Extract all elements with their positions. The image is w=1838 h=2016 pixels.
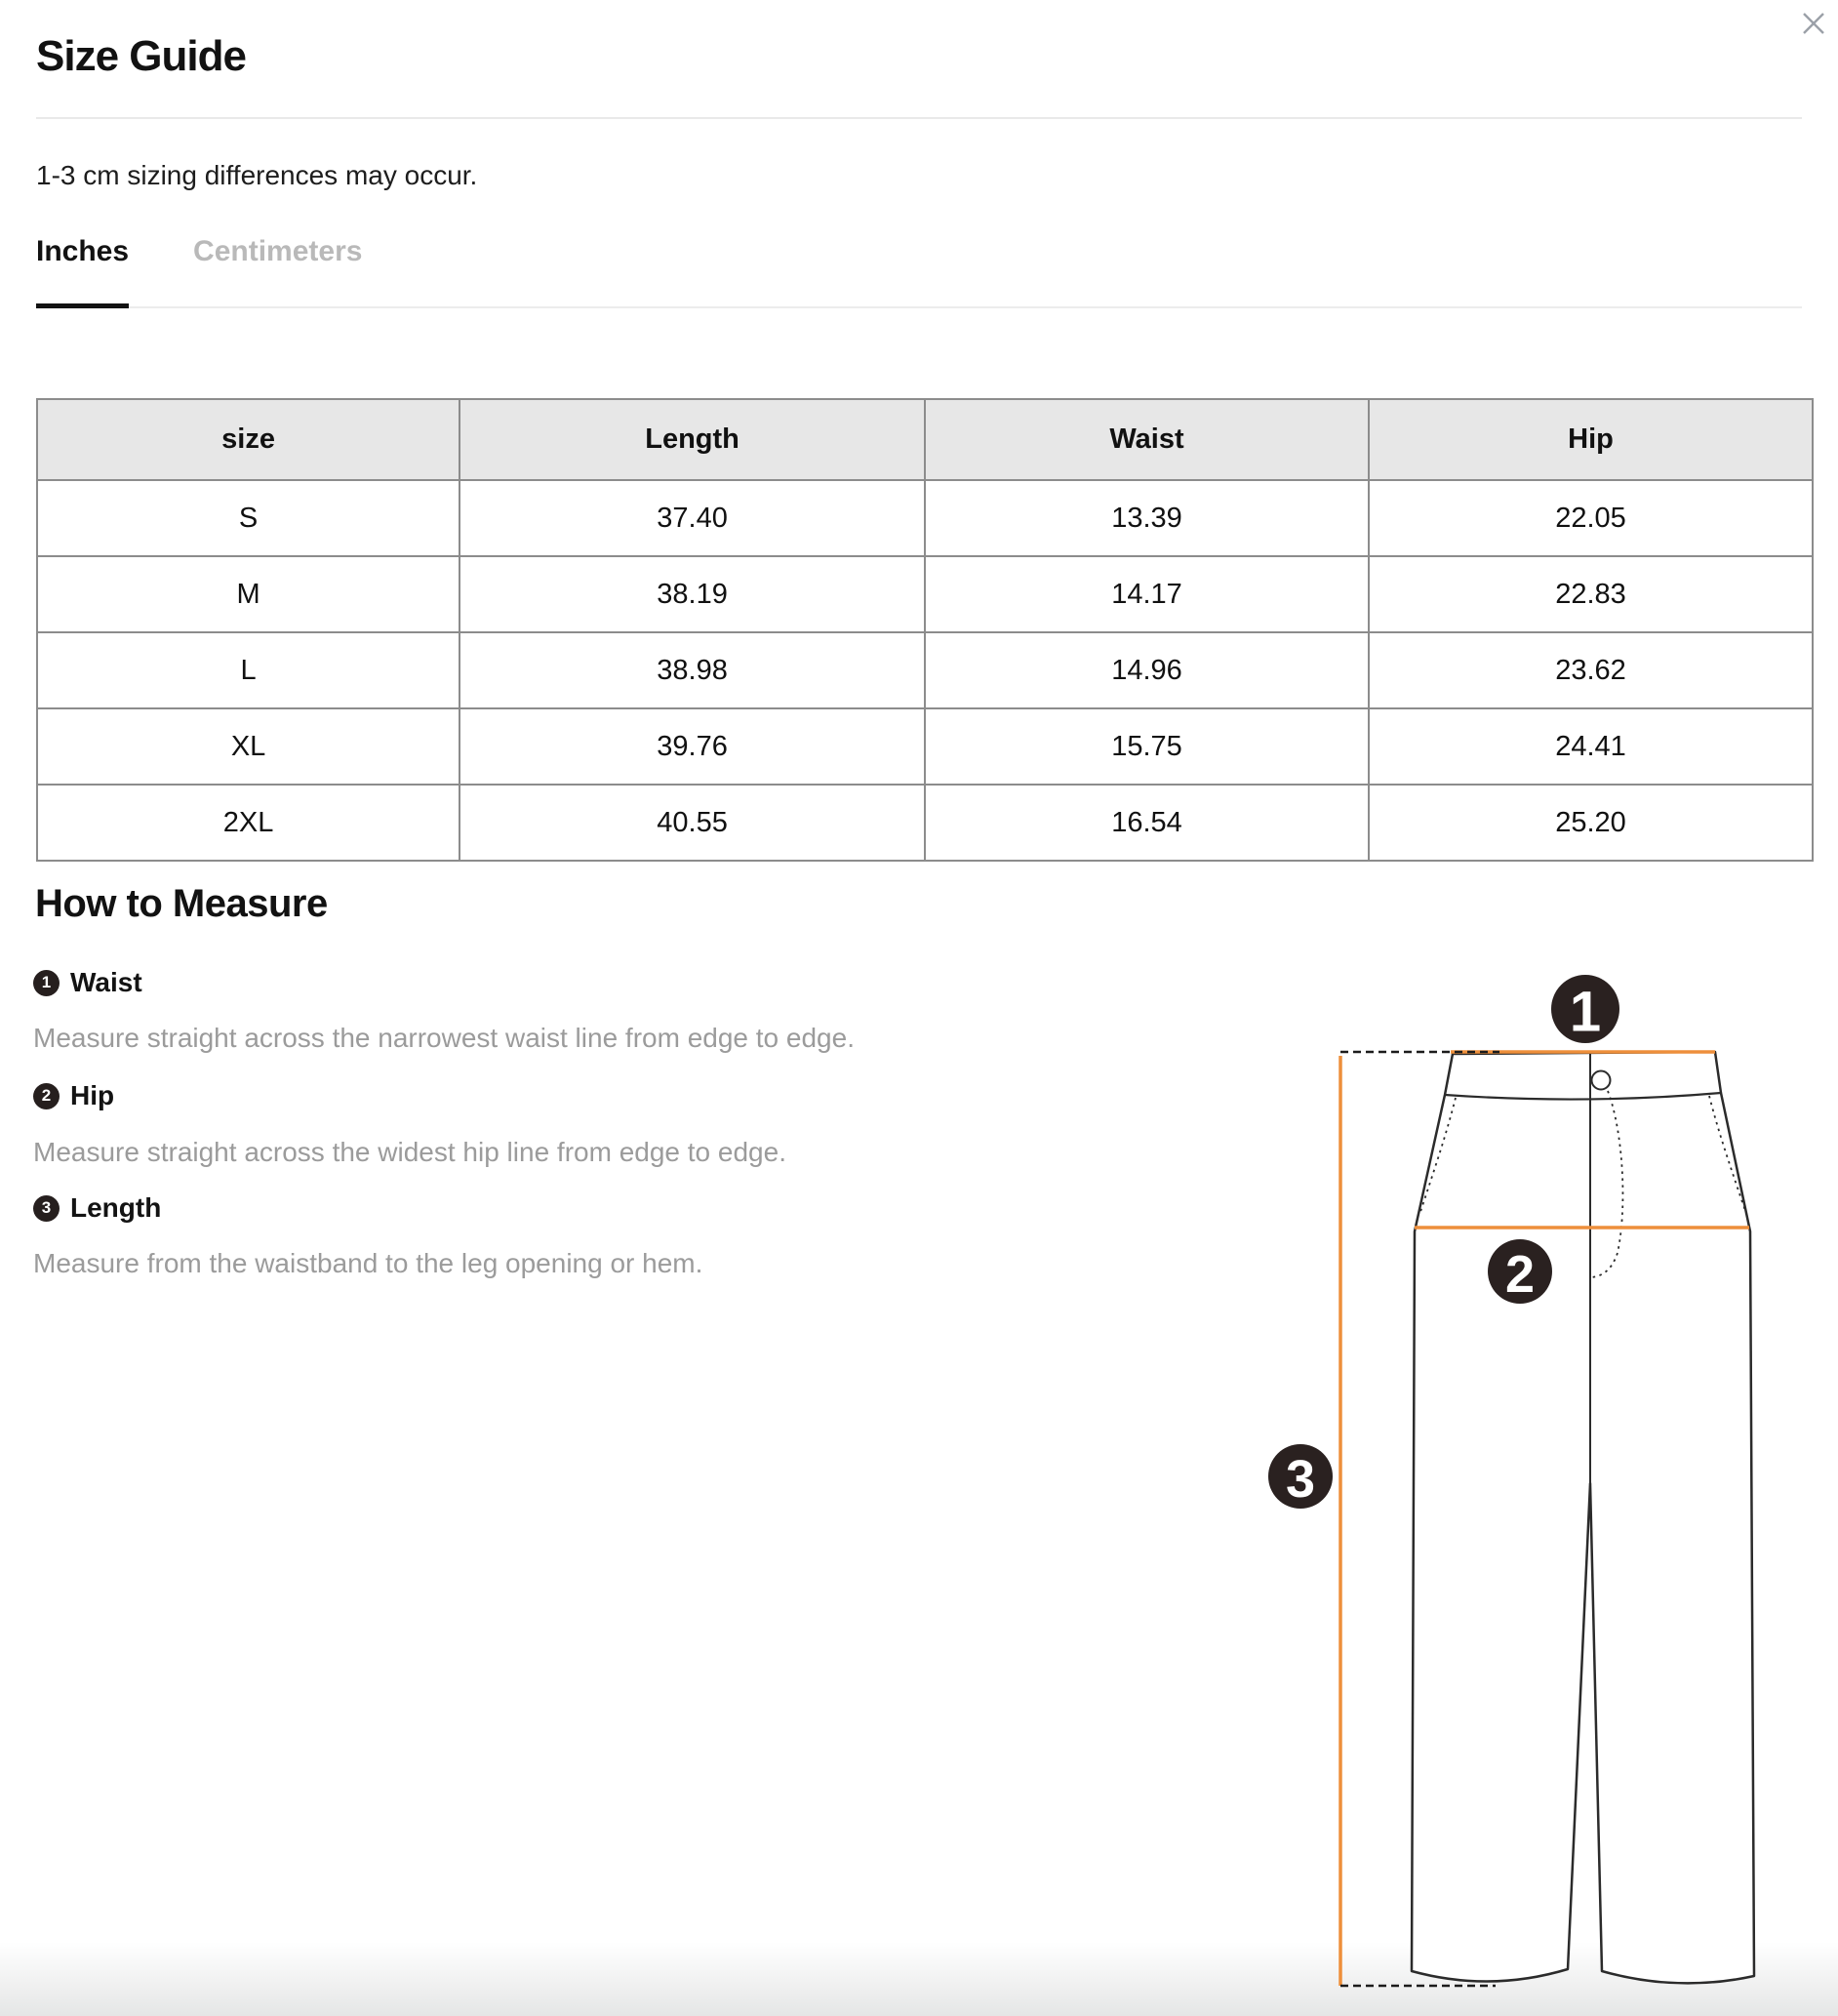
- col-header-size: size: [37, 399, 460, 480]
- table-row: [37, 556, 1813, 632]
- cell-hip: 25.20: [1369, 785, 1813, 861]
- svg-text:3: 3: [1285, 1450, 1316, 1509]
- col-header-hip: Hip: [1369, 399, 1813, 480]
- number-badge-3: 3: [33, 1195, 60, 1222]
- measure-description: Measure straight across the narrowest waist line from edge to edge.: [33, 1023, 855, 1053]
- col-header-length: Length: [460, 399, 925, 480]
- pants-measure-diagram: [1259, 966, 1805, 2016]
- marker-1-waist: [1551, 975, 1619, 1044]
- cell-size: XL: [37, 708, 460, 785]
- cell-waist: 14.17: [925, 556, 1369, 632]
- size-table: [36, 398, 1814, 862]
- cell-hip: 23.62: [1369, 632, 1813, 708]
- page-title: Size Guide: [36, 32, 246, 80]
- cell-size: 2XL: [37, 785, 460, 861]
- measure-description: Measure straight across the widest hip line from edge to edge.: [33, 1137, 786, 1167]
- cell-size: S: [37, 480, 460, 556]
- pants-outline: [1412, 1052, 1754, 1983]
- how-to-measure-heading: How to Measure: [35, 882, 328, 925]
- measure-label: Hip: [70, 1080, 115, 1110]
- cell-length: 37.40: [460, 480, 925, 556]
- unit-tabs: [36, 235, 1802, 308]
- close-icon: [1802, 12, 1825, 35]
- cell-hip: 22.05: [1369, 480, 1813, 556]
- close-button[interactable]: [1792, 2, 1835, 45]
- cell-length: 39.76: [460, 708, 925, 785]
- cell-length: 38.98: [460, 632, 925, 708]
- svg-text:1: 1: [1569, 980, 1602, 1044]
- col-header-waist: Waist: [925, 399, 1369, 480]
- header-divider: [36, 117, 1802, 119]
- measure-item-waist: [33, 968, 142, 997]
- table-row: [37, 708, 1813, 785]
- number-badge-2: 2: [33, 1083, 60, 1109]
- cell-waist: 15.75: [925, 708, 1369, 785]
- cell-hip: 24.41: [1369, 708, 1813, 785]
- table-row: [37, 632, 1813, 708]
- cell-size: M: [37, 556, 460, 632]
- measure-label: Length: [70, 1192, 162, 1223]
- table-row: [37, 785, 1813, 861]
- cell-length: 38.19: [460, 556, 925, 632]
- tab-centimeters[interactable]: Centimeters: [193, 235, 363, 267]
- cell-hip: 22.83: [1369, 556, 1813, 632]
- measure-item-length: [33, 1193, 161, 1223]
- button-icon: [1592, 1071, 1611, 1090]
- sizing-note: 1-3 cm sizing differences may occur.: [36, 160, 478, 190]
- measure-label: Waist: [70, 967, 142, 997]
- cell-waist: 14.96: [925, 632, 1369, 708]
- cell-length: 40.55: [460, 785, 925, 861]
- cell-waist: 16.54: [925, 785, 1369, 861]
- marker-2-hip: [1488, 1239, 1552, 1304]
- table-header-row: [37, 399, 1813, 480]
- number-badge-1: 1: [33, 970, 60, 996]
- marker-3-length: [1268, 1444, 1333, 1509]
- table-row: [37, 480, 1813, 556]
- cell-size: L: [37, 632, 460, 708]
- measure-item-hip: [33, 1081, 114, 1110]
- svg-text:2: 2: [1504, 1245, 1536, 1304]
- cell-waist: 13.39: [925, 480, 1369, 556]
- tab-inches[interactable]: Inches: [36, 235, 129, 308]
- measure-description: Measure from the waistband to the leg opening or hem.: [33, 1248, 703, 1278]
